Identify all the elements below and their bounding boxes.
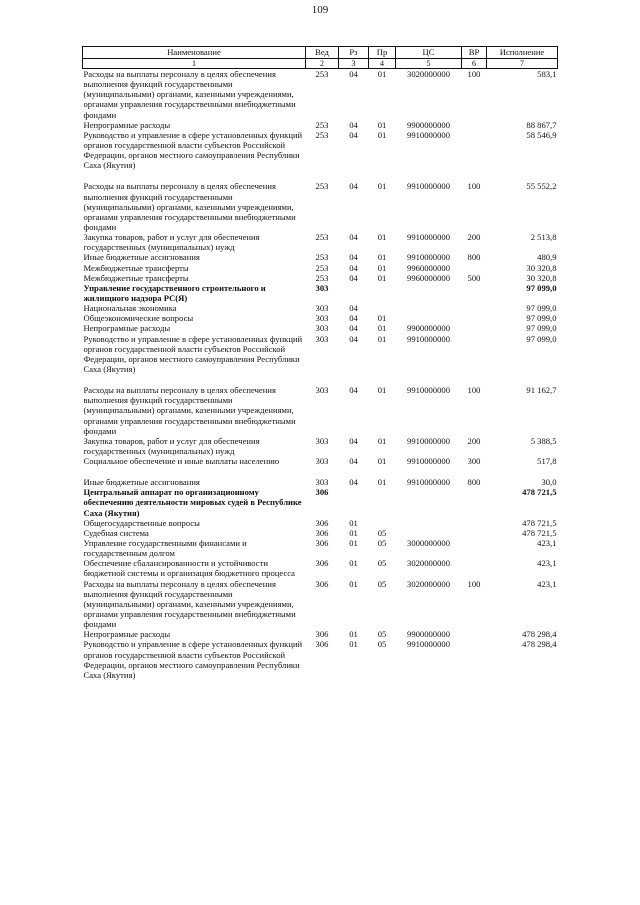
- row-name: Общегосударственные вопросы: [83, 517, 200, 528]
- row-pr: 05: [377, 558, 387, 569]
- table-row: [83, 456, 558, 466]
- row-sum: 30 320,8: [526, 262, 557, 273]
- table-row: [83, 120, 558, 130]
- row-vr: [462, 629, 487, 639]
- row-cs: [396, 487, 462, 517]
- row-vr: 100: [467, 385, 481, 396]
- row-rz: 04: [349, 272, 358, 283]
- row-ved: 303: [315, 282, 329, 293]
- row-ved: 253: [315, 262, 329, 273]
- row-vr: [462, 263, 487, 273]
- table-row: [83, 130, 558, 171]
- header-number: 3: [339, 59, 369, 69]
- row-cs: 9910000000: [407, 252, 450, 263]
- row-vr: [462, 323, 487, 333]
- row-pr: 05: [377, 527, 387, 538]
- row-sum: 478 298,4: [522, 629, 557, 640]
- row-pr: 01: [377, 435, 387, 446]
- row-cs: 9910000000: [407, 456, 450, 467]
- row-ved: 306: [315, 629, 329, 640]
- row-pr: 01: [377, 385, 387, 396]
- row-vr: [462, 283, 487, 303]
- row-vr: [462, 130, 487, 171]
- row-spacer-cell: [83, 466, 558, 477]
- table-row: [83, 629, 558, 639]
- row-cs: [396, 518, 462, 528]
- table-body: [83, 69, 558, 681]
- row-cs: 9910000000: [407, 477, 450, 488]
- table-row: [83, 252, 558, 262]
- row-sum: 5 388,5: [530, 435, 557, 446]
- header-sum: Исполнение: [487, 47, 558, 59]
- row-name: Судебная система: [83, 527, 149, 538]
- row-cs: [396, 313, 462, 323]
- row-ved: 253: [315, 119, 329, 130]
- table-row: [83, 579, 558, 630]
- row-cs: 9910000000: [407, 435, 450, 446]
- row-ved: 253: [315, 129, 329, 140]
- row-sum: 97 099,0: [526, 282, 557, 293]
- table-row: [83, 303, 558, 313]
- row-vr: 200: [467, 435, 481, 446]
- row-cs: 3020000000: [407, 558, 450, 569]
- row-sum: 30 320,8: [526, 272, 557, 283]
- row-name: Непрограмные расходы: [83, 629, 171, 640]
- row-ved: 253: [315, 272, 329, 283]
- row-pr: [369, 283, 396, 303]
- row-name: Управление государственного строительного и жилищного надзора РС(Я): [83, 282, 266, 303]
- header-rz: Рз: [339, 47, 369, 59]
- table-row: [83, 69, 558, 120]
- row-name: Управление государственными финансами и государственным долгом: [83, 538, 247, 559]
- row-rz: 01: [349, 538, 358, 549]
- row-ved: 306: [315, 538, 329, 549]
- row-name: Общеэкономические вопросы: [83, 313, 194, 324]
- row-pr: [369, 518, 396, 528]
- row-pr: 01: [377, 252, 387, 263]
- row-ved: 253: [315, 232, 329, 243]
- header-number: 6: [462, 59, 487, 69]
- row-vr: 800: [467, 477, 481, 488]
- header-number: 1: [83, 59, 306, 69]
- row-vr: [462, 528, 487, 538]
- row-name: Непрограмные расходы: [83, 323, 171, 334]
- row-ved: 306: [315, 558, 329, 569]
- row-pr: 01: [377, 129, 387, 140]
- row-sum: 97 099,0: [526, 313, 557, 324]
- row-sum: 88 867,7: [526, 119, 557, 130]
- row-cs: 9910000000: [407, 385, 450, 396]
- row-cs: [396, 528, 462, 538]
- row-rz: 01: [349, 639, 358, 650]
- row-cs: 3020000000: [407, 69, 450, 79]
- row-rz: 04: [349, 456, 358, 467]
- row-ved: 303: [315, 323, 329, 334]
- row-pr: 01: [377, 456, 387, 467]
- row-cs: 9960000000: [407, 262, 450, 273]
- row-sum: 97 099,0: [526, 323, 557, 334]
- row-vr: [462, 487, 487, 517]
- row-sum: 58 546,9: [526, 129, 557, 140]
- table-row: [83, 477, 558, 487]
- header-ved: Вед: [306, 47, 339, 59]
- row-spacer: [83, 466, 558, 477]
- table-row: [83, 639, 558, 680]
- row-ved: 253: [315, 181, 329, 192]
- row-vr: 100: [467, 181, 481, 192]
- row-sum: 2 513,8: [530, 232, 557, 243]
- row-name: Национальная экономика: [83, 303, 177, 314]
- row-ved: 306: [315, 517, 329, 528]
- row-name: Руководство и управление в сфере установленных функций органов государственной власти субъектов Российской Федерации, органов местного самоуправления Республики Саха (Якутия): [83, 333, 303, 374]
- row-vr: 100: [467, 578, 481, 589]
- row-vr: [462, 538, 487, 558]
- row-ved: 303: [315, 435, 329, 446]
- header-pr: Пр: [369, 47, 396, 59]
- table-row: [83, 518, 558, 528]
- row-pr: 01: [377, 232, 387, 243]
- row-sum: 97 099,0: [526, 303, 557, 314]
- row-ved: 253: [315, 69, 329, 79]
- row-name: Иные бюджетные ассигнования: [83, 252, 200, 263]
- row-rz: 04: [349, 477, 358, 488]
- row-sum: 478 721,5: [522, 517, 557, 528]
- row-rz: 04: [349, 313, 358, 324]
- table-row: [83, 313, 558, 323]
- row-vr: [462, 334, 487, 375]
- row-name: Расходы на выплаты персоналу в целях обеспечения выполнения функций государственными (муниципальными) органами, казенными учреждениями, органами управления государственными внебюджетными фондами: [83, 385, 296, 436]
- row-vr: [462, 313, 487, 323]
- table-row: [83, 558, 558, 578]
- row-sum: 480,9: [537, 252, 557, 263]
- row-sum: 423,1: [537, 558, 557, 569]
- row-pr: 05: [377, 629, 387, 640]
- row-name: Обеспечение сбалансированности и устойчивости бюджетной системы и организация бюджетного процесса: [83, 558, 295, 579]
- row-sum: 55 552,2: [526, 181, 557, 192]
- row-vr: [462, 558, 487, 578]
- row-spacer: [83, 374, 558, 385]
- row-vr: 300: [467, 456, 481, 467]
- row-rz: 04: [349, 129, 358, 140]
- row-vr: 200: [467, 232, 481, 243]
- row-rz: 04: [349, 435, 358, 446]
- row-pr: 01: [377, 181, 387, 192]
- row-pr: 05: [377, 639, 387, 650]
- row-rz: 04: [349, 252, 358, 263]
- table-row: [83, 273, 558, 283]
- row-vr: [462, 518, 487, 528]
- row-cs: 3020000000: [407, 578, 450, 589]
- row-cs: 3000000000: [407, 538, 450, 549]
- row-cs: 9910000000: [407, 181, 450, 192]
- row-pr: 05: [377, 538, 387, 549]
- row-ved: 306: [315, 578, 329, 589]
- row-ved: 303: [315, 477, 329, 488]
- table-row: [83, 323, 558, 333]
- row-name: Центральный аппарат по организационному обеспечению деятельности мировых судей в Республике Саха (Якутия): [83, 487, 302, 518]
- header-number: 5: [396, 59, 462, 69]
- row-ved: 303: [315, 385, 329, 396]
- row-cs: 9910000000: [407, 232, 450, 243]
- row-sum: 30,0: [541, 477, 557, 488]
- row-name: Непрограмные расходы: [83, 119, 171, 130]
- row-name: Руководство и управление в сфере установленных функций органов государственной власти субъектов Российской Федерации, органов местного самоуправления Республики Саха (Якутия): [83, 639, 303, 680]
- row-ved: 303: [315, 333, 329, 344]
- row-pr: 01: [377, 313, 387, 324]
- row-rz: [339, 487, 369, 517]
- row-cs: 9900000000: [407, 119, 450, 130]
- header-number: 2: [306, 59, 339, 69]
- row-name: Расходы на выплаты персоналу в целях обеспечения выполнения функций государственными (муниципальными) органами, казенными учреждениями, органами управления государственными внебюджетными фондами: [83, 578, 296, 630]
- row-name: Расходы на выплаты персоналу в целях обеспечения выполнения функций государственными (муниципальными) органами, казенными учреждениями, органами управления государственными внебюджетными фондами: [83, 181, 296, 232]
- row-ved: 306: [315, 487, 329, 498]
- row-sum: 91 162,7: [526, 385, 557, 396]
- row-ved: 303: [315, 303, 329, 314]
- row-pr: 01: [377, 323, 387, 334]
- table-header: [83, 47, 558, 69]
- row-spacer: [83, 170, 558, 181]
- table-row: [83, 487, 558, 517]
- row-name: Иные бюджетные ассигнования: [83, 477, 200, 488]
- row-cs: 9960000000: [407, 272, 450, 283]
- row-pr: 01: [377, 477, 387, 488]
- row-sum: 478 721,5: [522, 527, 557, 538]
- row-rz: [339, 283, 369, 303]
- row-rz: 04: [349, 385, 358, 396]
- row-cs: 9910000000: [407, 129, 450, 140]
- row-pr: [369, 487, 396, 517]
- row-cs: 9910000000: [407, 333, 450, 344]
- row-rz: 01: [349, 517, 358, 528]
- row-ved: 306: [315, 527, 329, 538]
- row-cs: 9910000000: [407, 639, 450, 650]
- row-name: Закупка товаров, работ и услуг для обеспечения государственных (муниципальных) нужд: [83, 435, 260, 456]
- row-vr: 100: [467, 69, 481, 79]
- row-name: Руководство и управление в сфере установленных функций органов государственной власти субъектов Российской Федерации, органов местного самоуправления Республики Саха (Якутия): [83, 129, 303, 171]
- table-row: [83, 263, 558, 273]
- row-name: Закупка товаров, работ и услуг для обеспечения государственных (муниципальных) нужд: [83, 232, 260, 253]
- row-cs: 9900000000: [407, 629, 450, 640]
- row-rz: 04: [349, 333, 358, 344]
- row-vr: 800: [467, 252, 481, 263]
- row-pr: 01: [377, 69, 387, 79]
- row-pr: 01: [377, 272, 387, 283]
- row-cs: [396, 283, 462, 303]
- header-number: 7: [487, 59, 558, 69]
- header-cs: ЦС: [396, 47, 462, 59]
- row-pr: [369, 303, 396, 313]
- row-spacer-cell: [83, 170, 558, 181]
- row-vr: 500: [467, 272, 481, 283]
- budget-table: [82, 46, 558, 680]
- row-ved: 253: [315, 252, 329, 263]
- row-vr: [462, 303, 487, 313]
- row-name: Социальное обеспечение и иные выплаты населению: [83, 456, 280, 467]
- row-name: Расходы на выплаты персоналу в целях обеспечения выполнения функций государственными (муниципальными) органами, казенными учреждениями, органами управления государственными внебюджетными фондами: [83, 69, 296, 120]
- row-rz: 04: [349, 181, 358, 192]
- row-rz: 01: [349, 558, 358, 569]
- row-rz: 04: [349, 303, 358, 314]
- row-rz: 01: [349, 629, 358, 640]
- row-sum: 583,1: [537, 69, 557, 79]
- table-row: [83, 283, 558, 303]
- row-name: Межбюджетные трансферты: [83, 262, 189, 273]
- page-number: 109: [311, 4, 329, 16]
- row-rz: 01: [349, 578, 358, 589]
- row-vr: [462, 120, 487, 130]
- row-rz: 01: [349, 527, 358, 538]
- header-vr: ВР: [462, 47, 487, 59]
- row-cs: [396, 303, 462, 313]
- row-cs: 9900000000: [407, 323, 450, 334]
- row-ved: 303: [315, 456, 329, 467]
- row-sum: 423,1: [537, 578, 557, 589]
- row-ved: 303: [315, 313, 329, 324]
- row-rz: 04: [349, 323, 358, 334]
- header-number: 4: [369, 59, 396, 69]
- row-pr: 01: [377, 333, 387, 344]
- row-sum: 517,8: [537, 456, 557, 467]
- row-sum: 478 721,5: [522, 487, 557, 498]
- row-vr: [462, 639, 487, 680]
- row-pr: 05: [377, 578, 387, 589]
- row-ved: 306: [315, 639, 329, 650]
- table-row: [83, 528, 558, 538]
- table-row: [83, 436, 558, 456]
- table-row: [83, 181, 558, 232]
- row-sum: 97 099,0: [526, 333, 557, 344]
- row-rz: 04: [349, 69, 358, 79]
- row-sum: 478 298,4: [522, 639, 557, 650]
- row-rz: 04: [349, 232, 358, 243]
- table-row: [83, 538, 558, 558]
- table-row: [83, 232, 558, 252]
- row-rz: 04: [349, 119, 358, 130]
- header-name: Наименование: [83, 47, 306, 59]
- row-name: Межбюджетные трансферты: [83, 272, 189, 283]
- row-rz: 04: [349, 262, 358, 273]
- row-pr: 01: [377, 119, 387, 130]
- table-row: [83, 334, 558, 375]
- row-pr: 01: [377, 262, 387, 273]
- table-row: [83, 385, 558, 436]
- row-sum: 423,1: [537, 538, 557, 549]
- row-spacer-cell: [83, 374, 558, 385]
